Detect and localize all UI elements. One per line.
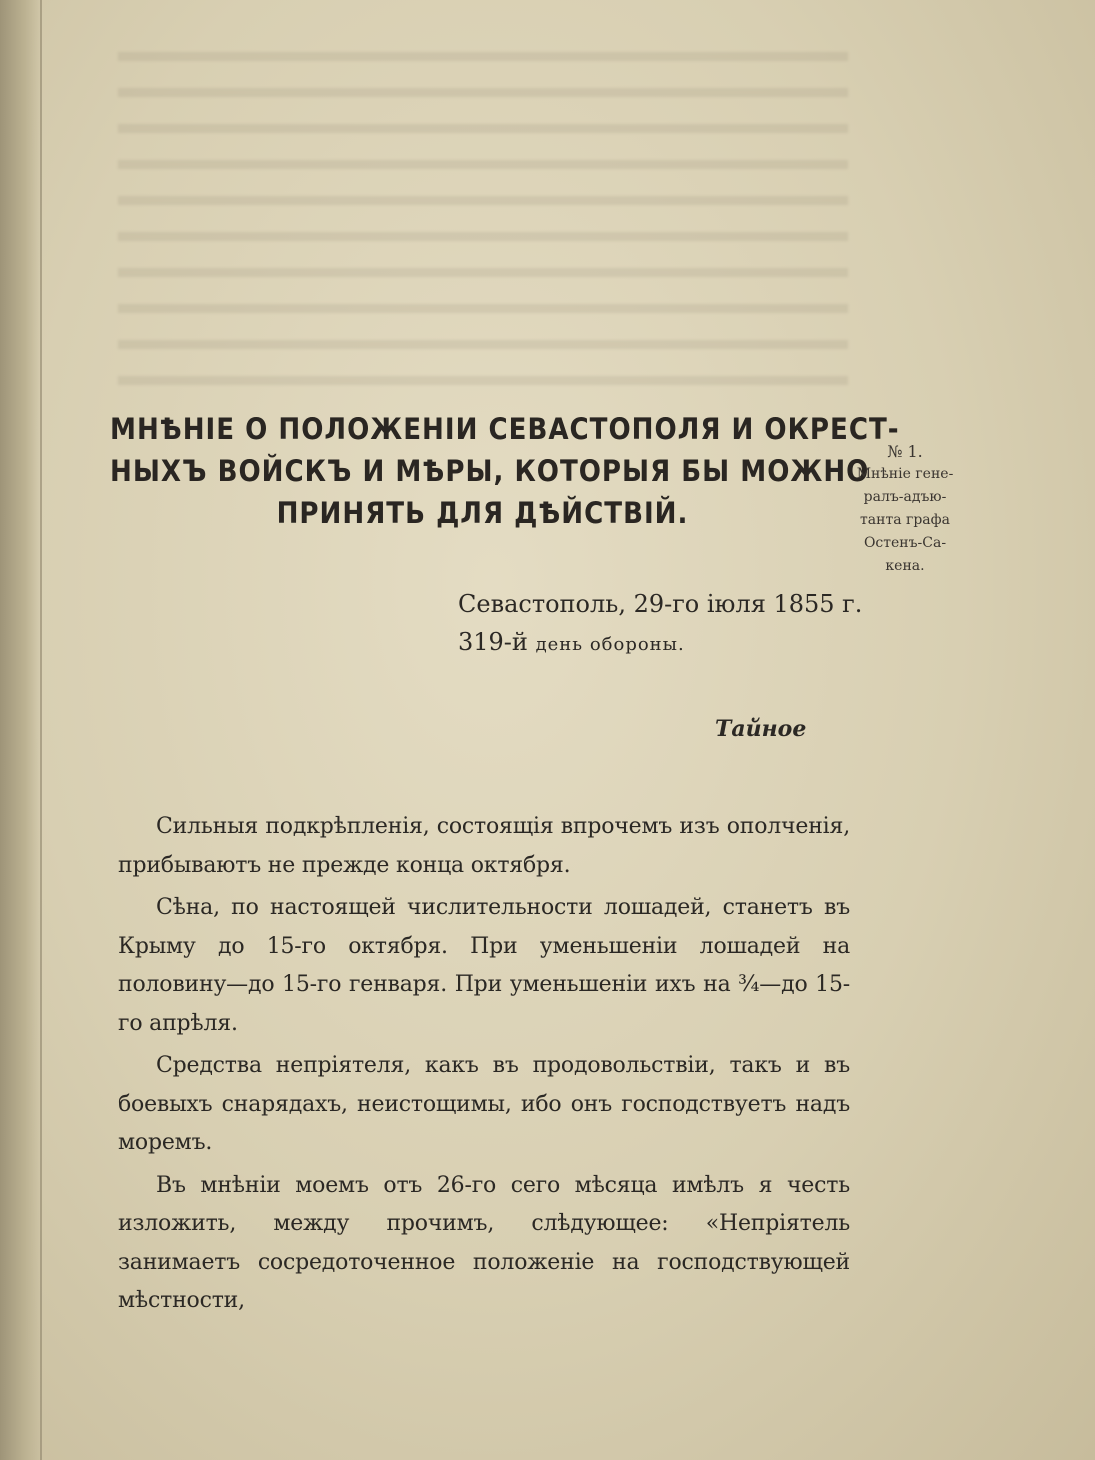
margin-note-line: Остенъ-Са- [863, 535, 947, 551]
margin-note-line: ралъ-адъю- [863, 489, 947, 505]
defense-day-label: день обороны. [535, 634, 685, 655]
margin-note-number: № 1. [887, 442, 923, 461]
book-gutter-shadow [0, 0, 42, 1460]
bleed-through-text [118, 30, 848, 390]
document-body [118, 808, 850, 1325]
classification-mark: Тайное [715, 716, 807, 742]
dateline [458, 585, 862, 664]
defense-day-number: 319-й [458, 628, 528, 656]
margin-note-line: кена. [885, 558, 925, 574]
heading-line: НЫХЪ ВОЙСКЪ И МѢРЫ, КОТОРЫЯ БЫ МОЖНО [110, 454, 870, 488]
margin-note-line: танта графа [860, 512, 950, 528]
margin-note-line: Мнѣніе гене- [856, 466, 954, 482]
place-and-date: Севастополь, 29-го іюля 1855 г. [458, 590, 863, 618]
document-heading [110, 408, 900, 534]
heading-line: МНѢНІЕ О ПОЛОЖЕНІИ СЕВАСТОПОЛЯ И ОКРЕСТ- [110, 412, 900, 446]
book-spine-line [40, 0, 42, 1460]
margin-note [840, 440, 970, 578]
body-paragraph: Сильныя подкрѣпленія, состоящія впрочемъ изъ ополченія, прибываютъ не прежде конца октября. [118, 814, 850, 878]
defense-day [458, 623, 862, 664]
body-paragraph: Средства непріятеля, какъ въ продовольствіи, такъ и въ боевыхъ снарядахъ, неистощимы, ибо онъ господствуетъ надъ моремъ. [118, 1053, 850, 1155]
body-paragraph: Сѣна, по настоящей числительности лошадей, станетъ въ Крыму до 15-го октября. При уменьшеніи лошадей на половину—до 15-го генваря. При уменьшеніи ихъ на ¾—до 15-го апрѣля. [118, 895, 850, 1036]
heading-line: ПРИНЯТЬ ДЛЯ ДѢЙСТВІЙ. [276, 496, 689, 530]
body-paragraph: Въ мнѣніи моемъ отъ 26-го сего мѣсяца имѣлъ я честь изложить, между прочимъ, слѣдующее: «Непріятель занимаетъ сосредоточенное положеніе на господствующей мѣстности, [118, 1172, 850, 1313]
